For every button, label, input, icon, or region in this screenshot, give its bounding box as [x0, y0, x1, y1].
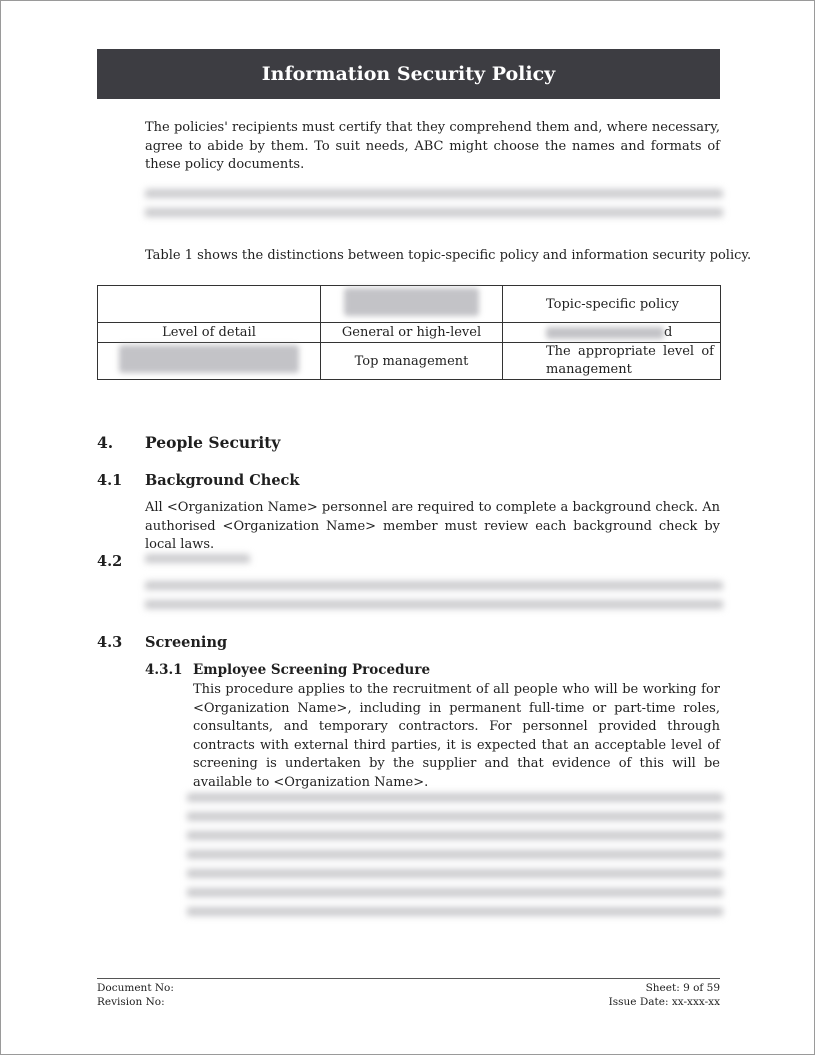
table-cell-redacted: [98, 343, 321, 380]
section-number: 4.: [97, 433, 114, 452]
table-header-label: Topic-specific policy: [546, 296, 679, 312]
redacted-paragraph: [145, 189, 723, 227]
section-number: 4.1: [97, 472, 123, 489]
table-header-row: [98, 286, 721, 323]
document-number-label: Document No:: [97, 982, 174, 994]
table-cell: Top management: [321, 343, 503, 380]
table-cell: [503, 323, 721, 343]
section-title: People Security: [145, 433, 281, 452]
section-4-heading: [97, 433, 280, 452]
page-title: Information Security Policy: [97, 49, 720, 99]
redacted-paragraph: [187, 793, 723, 925]
section-4-1-heading: [97, 472, 299, 489]
table-cell: Level of detail: [98, 323, 321, 343]
table-cell: General or high-level: [321, 323, 503, 343]
section-4-3-1-heading: [145, 662, 430, 678]
section-title: Employee Screening Procedure: [193, 662, 431, 678]
intro-paragraph: The policies' recipients must certify that they comprehend them and, where necessary, agree to abide by them. To suit needs, ABC might choose the names and formats of these policy documents.: [145, 120, 720, 172]
table-intro-text: Table 1 shows the distinctions between topic-specific policy and information security policy.: [145, 248, 752, 263]
table-header-cell-empty: [98, 286, 321, 323]
screening-procedure-paragraph: This procedure applies to the recruitment of all people who will be working for <Organization Name>, including in permanent full-time or part-time roles, consultants, and temporary contractors. For personnel provided through contracts with external third parties, it is expected that an acceptable level of screening is undertaken by the supplier and that evidence of this will be available to <Organization Name>.: [193, 682, 720, 790]
section-number: 4.3: [97, 634, 123, 651]
issue-date: Issue Date: xx-xxx-xx: [608, 996, 720, 1008]
table-row: [98, 323, 721, 343]
table-header-topic-specific: [503, 286, 721, 323]
section-number: 4.2: [97, 553, 123, 570]
section-4-2-heading: [97, 553, 145, 570]
redacted-paragraph: [145, 581, 723, 617]
table-row: [98, 343, 721, 380]
revision-number-label: Revision No:: [97, 996, 165, 1008]
table-cell-suffix: d: [664, 325, 673, 340]
footer-left: [97, 981, 174, 1009]
footer-divider: [97, 978, 720, 979]
table-header-cell-redacted: [321, 286, 503, 323]
section-title: Background Check: [145, 472, 300, 489]
redacted-heading: [145, 554, 250, 568]
table-cell: The appropriate level of management: [503, 343, 721, 380]
background-check-paragraph: All <Organization Name> personnel are required to complete a background check. An authorised <Organization Name> member must review each background check by local laws.: [145, 500, 720, 552]
sheet-number: Sheet: 9 of 59: [645, 982, 720, 994]
comparison-table: [97, 285, 721, 380]
section-4-3-heading: [97, 634, 227, 651]
footer-right: [609, 981, 720, 1009]
section-number: 4.3.1: [145, 662, 183, 678]
section-title: Screening: [145, 634, 228, 651]
